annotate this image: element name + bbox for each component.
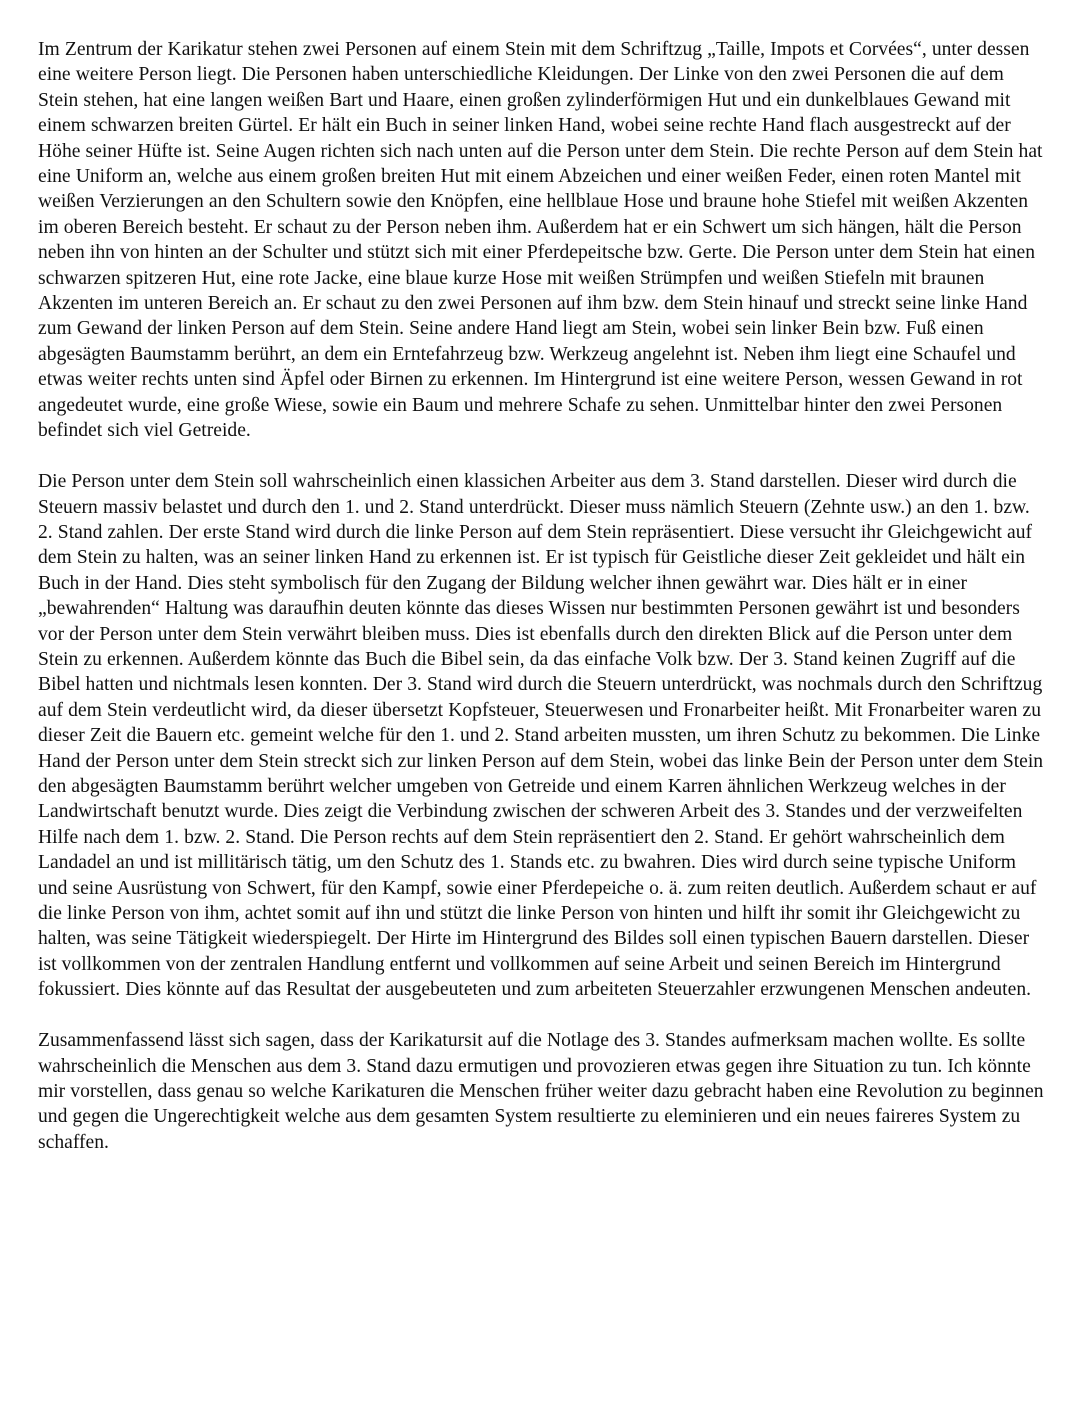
- paragraph-description: Im Zentrum der Karikatur stehen zwei Personen auf einem Stein mit dem Schriftzug „Taille, Impots et Corvées“, unter dessen eine weitere Person liegt. Die Personen haben unterschiedliche Kleidungen. Der Linke von den zwei Personen die auf dem Stein stehen, hat eine langen weißen Bart und Haare, einen großen zylinderförmigen Hut und ein dunkelblaues Gewand mit einem schwarzen breiten Gürtel. Er hält ein Buch in seiner linken Hand, wobei seine rechte Hand flach ausgestreckt auf der Höhe seiner Hüfte ist. Seine Augen richten sich nach unten auf die Person unter dem Stein. Die rechte Person auf dem Stein hat eine Uniform an, welche aus einem großen breiten Hut mit einem Abzeichen und einer weißen Feder, einen roten Mantel mit weißen Verzierungen an den Schultern sowie den Knöpfen, eine hellblaue Hose und braune hohe Stiefel mit weißen Akzenten im oberen Bereich besteht. Er schaut zu der Person neben ihm. Außerdem hat er ein Schwert um sich hängen, hält die Person neben ihn von hinten an der Schulter und stützt sich mit einer Pferdepeitsche bzw. Gerte. Die Person unter dem Stein hat einen schwarzen spitzeren Hut, eine rote Jacke, eine blaue kurze Hose mit weißen Strümpfen und weißen Stiefeln mit braunen Akzenten im unteren Bereich an. Er schaut zu den zwei Personen auf ihm bzw. dem Stein hinauf und streckt seine linke Hand zum Gewand der linken Person auf dem Stein. Seine andere Hand liegt am Stein, wobei sein linker Bein bzw. Fuß einen abgesägten Baumstamm berührt, an dem ein Erntefahrzeug bzw. Werkzeug angelehnt ist. Neben ihm liegt eine Schaufel und etwas weiter rechts unten sind Äpfel oder Birnen zu erkennen. Im Hintergrund ist eine weitere Person, wessen Gewand in rot angedeutet wurde, eine große Wiese, sowie ein Baum und mehrere Schafe zu sehen. Unmittelbar hinter den zwei Personen befindet sich viel Getreide.: [38, 39, 1043, 442]
- document-page: [38, 37, 1048, 1155]
- paragraph-interpretation: Die Person unter dem Stein soll wahrscheinlich einen klassichen Arbeiter aus dem 3. Stand darstellen. Dieser wird durch die Steuern massiv belastet und durch den 1. und 2. Stand unterdrückt. Dieser muss nämlich Steuern (Zehnte usw.) an den 1. bzw. 2. Stand zahlen. Der erste Stand wird durch die linke Person auf dem Stein repräsentiert. Diese versucht ihr Gleichgewicht auf dem Stein zu halten, was an seiner linken Hand zu erkennen ist. Er ist typisch für Geistliche dieser Zeit gekleidet und hält ein Buch in der Hand. Dies steht symbolisch für den Zugang der Bildung welcher ihnen gewährt war. Dies hält er in einer „bewahrenden“ Haltung was daraufhin deuten könnte das dieses Wissen nur bestimmten Personen gewährt ist und besonders vor der Person unter dem Stein verwährt bleiben muss. Dies ist ebenfalls durch den direkten Blick auf die Person unter dem Stein zu erkennen. Außerdem könnte das Buch die Bibel sein, da das einfache Volk bzw. Der 3. Stand keinen Zugriff auf die Bibel hatten und nichtmals lesen konnten. Der 3. Stand wird durch die Steuern unterdrückt, was nochmals durch den Schriftzug auf dem Stein verdeutlicht wird, da dieser übersetzt Kopfsteuer, Steuerwesen und Fronarbeiter heißt. Mit Fronarbeiter waren zu dieser Zeit die Bauern etc. gemeint welche für den 1. und 2. Stand arbeiten mussten, um ihren Schutz zu bekommen. Die Linke Hand der Person unter dem Stein streckt sich zur linken Person auf dem Stein, wobei das linke Bein der Person unter dem Stein den abgesägten Baumstamm berührt welcher umgeben von Getreide und einem Karren ähnlichen Werkzeug welches in der Landwirtschaft benutzt wurde. Dies zeigt die Verbindung zwischen der schweren Arbeit des 3. Standes und der verzweifelten Hilfe nach dem 1. bzw. 2. Stand. Die Person rechts auf dem Stein repräsentiert den 2. Stand. Er gehört wahrscheinlich dem Landadel an und ist millitärisch tätig, um den Schutz des 1. Stands etc. zu bwahren. Dies wird durch seine typische Uniform und seine Ausrüstung von Schwert, für den Kampf, sowie einer Pferdepeiche o. ä. zum reiten deutlich. Außerdem schaut er auf die linke Person von ihm, achtet somit auf ihn und stützt die linke Person von hinten und hilft ihr somit ihr Gleichgewicht zu halten, was seine Tätigkeit wiederspiegelt. Der Hirte im Hintergrund des Bildes soll einen typischen Bauern darstellen. Dieser ist vollkommen von der zentralen Handlung entfernt und vollkommen auf seine Arbeit und seinen Bereich im Hintergrund fokussiert. Dies könnte auf das Resultat der ausgebeuteten und zum arbeiteten Steuerzahler erzwungenen Menschen andeuten.: [38, 471, 1044, 1001]
- paragraph-conclusion: Zusammenfassend lässt sich sagen, dass der Karikatursit auf die Notlage des 3. Standes aufmerksam machen wollte. Es sollte wahrscheinlich die Menschen aus dem 3. Stand dazu ermutigen und provozieren etwas gegen ihre Situation zu tun. Ich könnte mir vorstellen, dass genau so welche Karikaturen die Menschen früher weiter dazu gebracht haben eine Revolution zu beginnen und gegen die Ungerechtigkeit welche aus dem gesamten System resultierte zu eleminieren und ein neues faireres System zu schaffen.: [38, 1030, 1044, 1153]
